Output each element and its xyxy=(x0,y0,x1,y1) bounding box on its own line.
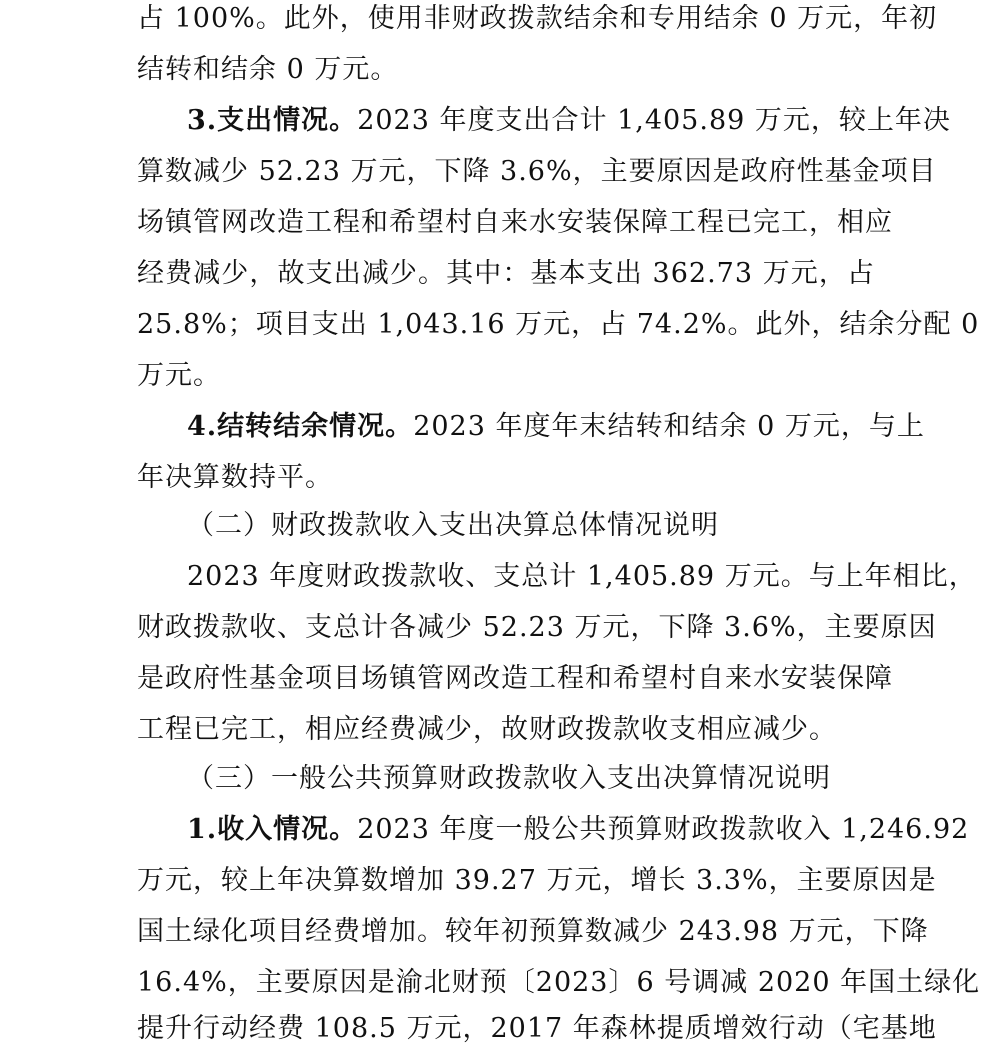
section-lead: 3.支出情况。 xyxy=(187,105,358,136)
text-line: 16.4%，主要原因是渝北财预〔2023〕6 号调减 2020 年国土绿化 xyxy=(137,967,981,998)
paragraph-first-line xyxy=(187,813,970,847)
text-line: 结转和结余 0 万元。 xyxy=(137,54,399,85)
text-run: 2023 年度支出合计 1,405.89 万元，较上年决 xyxy=(357,105,951,136)
text-line: 经费减少，故支出减少。其中：基本支出 362.73 万元，占 xyxy=(137,258,875,289)
text-line: 2023 年度财政拨款收、支总计 1,405.89 万元。与上年相比， xyxy=(187,561,977,592)
text-line: 算数减少 52.23 万元，下降 3.6%，主要原因是政府性基金项目 xyxy=(137,156,937,187)
text-run: 2023 年度一般公共预算财政拨款收入 1,246.92 xyxy=(357,814,970,845)
section-heading: （三）一般公共预算财政拨款收入支出决算情况说明 xyxy=(187,763,831,794)
section-lead: 1.收入情况。 xyxy=(187,814,358,845)
paragraph-first-line xyxy=(187,410,925,444)
section-heading: （二）财政拨款收入支出决算总体情况说明 xyxy=(187,510,719,541)
text-line: 25.8%；项目支出 1,043.16 万元，占 74.2%。此外，结余分配 0 xyxy=(137,309,980,340)
text-line: 占 100%。此外，使用非财政拨款结余和专用结余 0 万元，年初 xyxy=(137,3,938,34)
text-line: 是政府性基金项目场镇管网改造工程和希望村自来水安装保障 xyxy=(137,663,893,694)
section-lead: 4.结转结余情况。 xyxy=(187,411,414,442)
text-line: 工程已完工，相应经费减少，故财政拨款收支相应减少。 xyxy=(137,714,837,745)
text-line: 提升行动经费 108.5 万元，2017 年森林提质增效行动（宅基地 xyxy=(137,1013,937,1044)
text-line: 年决算数持平。 xyxy=(137,462,333,493)
text-line: 国土绿化项目经费增加。较年初预算数减少 243.98 万元，下降 xyxy=(137,916,929,947)
text-line: 财政拨款收、支总计各减少 52.23 万元，下降 3.6%，主要原因 xyxy=(137,612,937,643)
text-line: 场镇管网改造工程和希望村自来水安装保障工程已完工，相应 xyxy=(137,207,893,238)
paragraph-first-line xyxy=(187,104,951,138)
text-line: 万元，较上年决算数增加 39.27 万元，增长 3.3%，主要原因是 xyxy=(137,865,937,896)
text-run: 2023 年度年末结转和结余 0 万元，与上 xyxy=(413,411,925,442)
text-line: 万元。 xyxy=(137,360,221,391)
